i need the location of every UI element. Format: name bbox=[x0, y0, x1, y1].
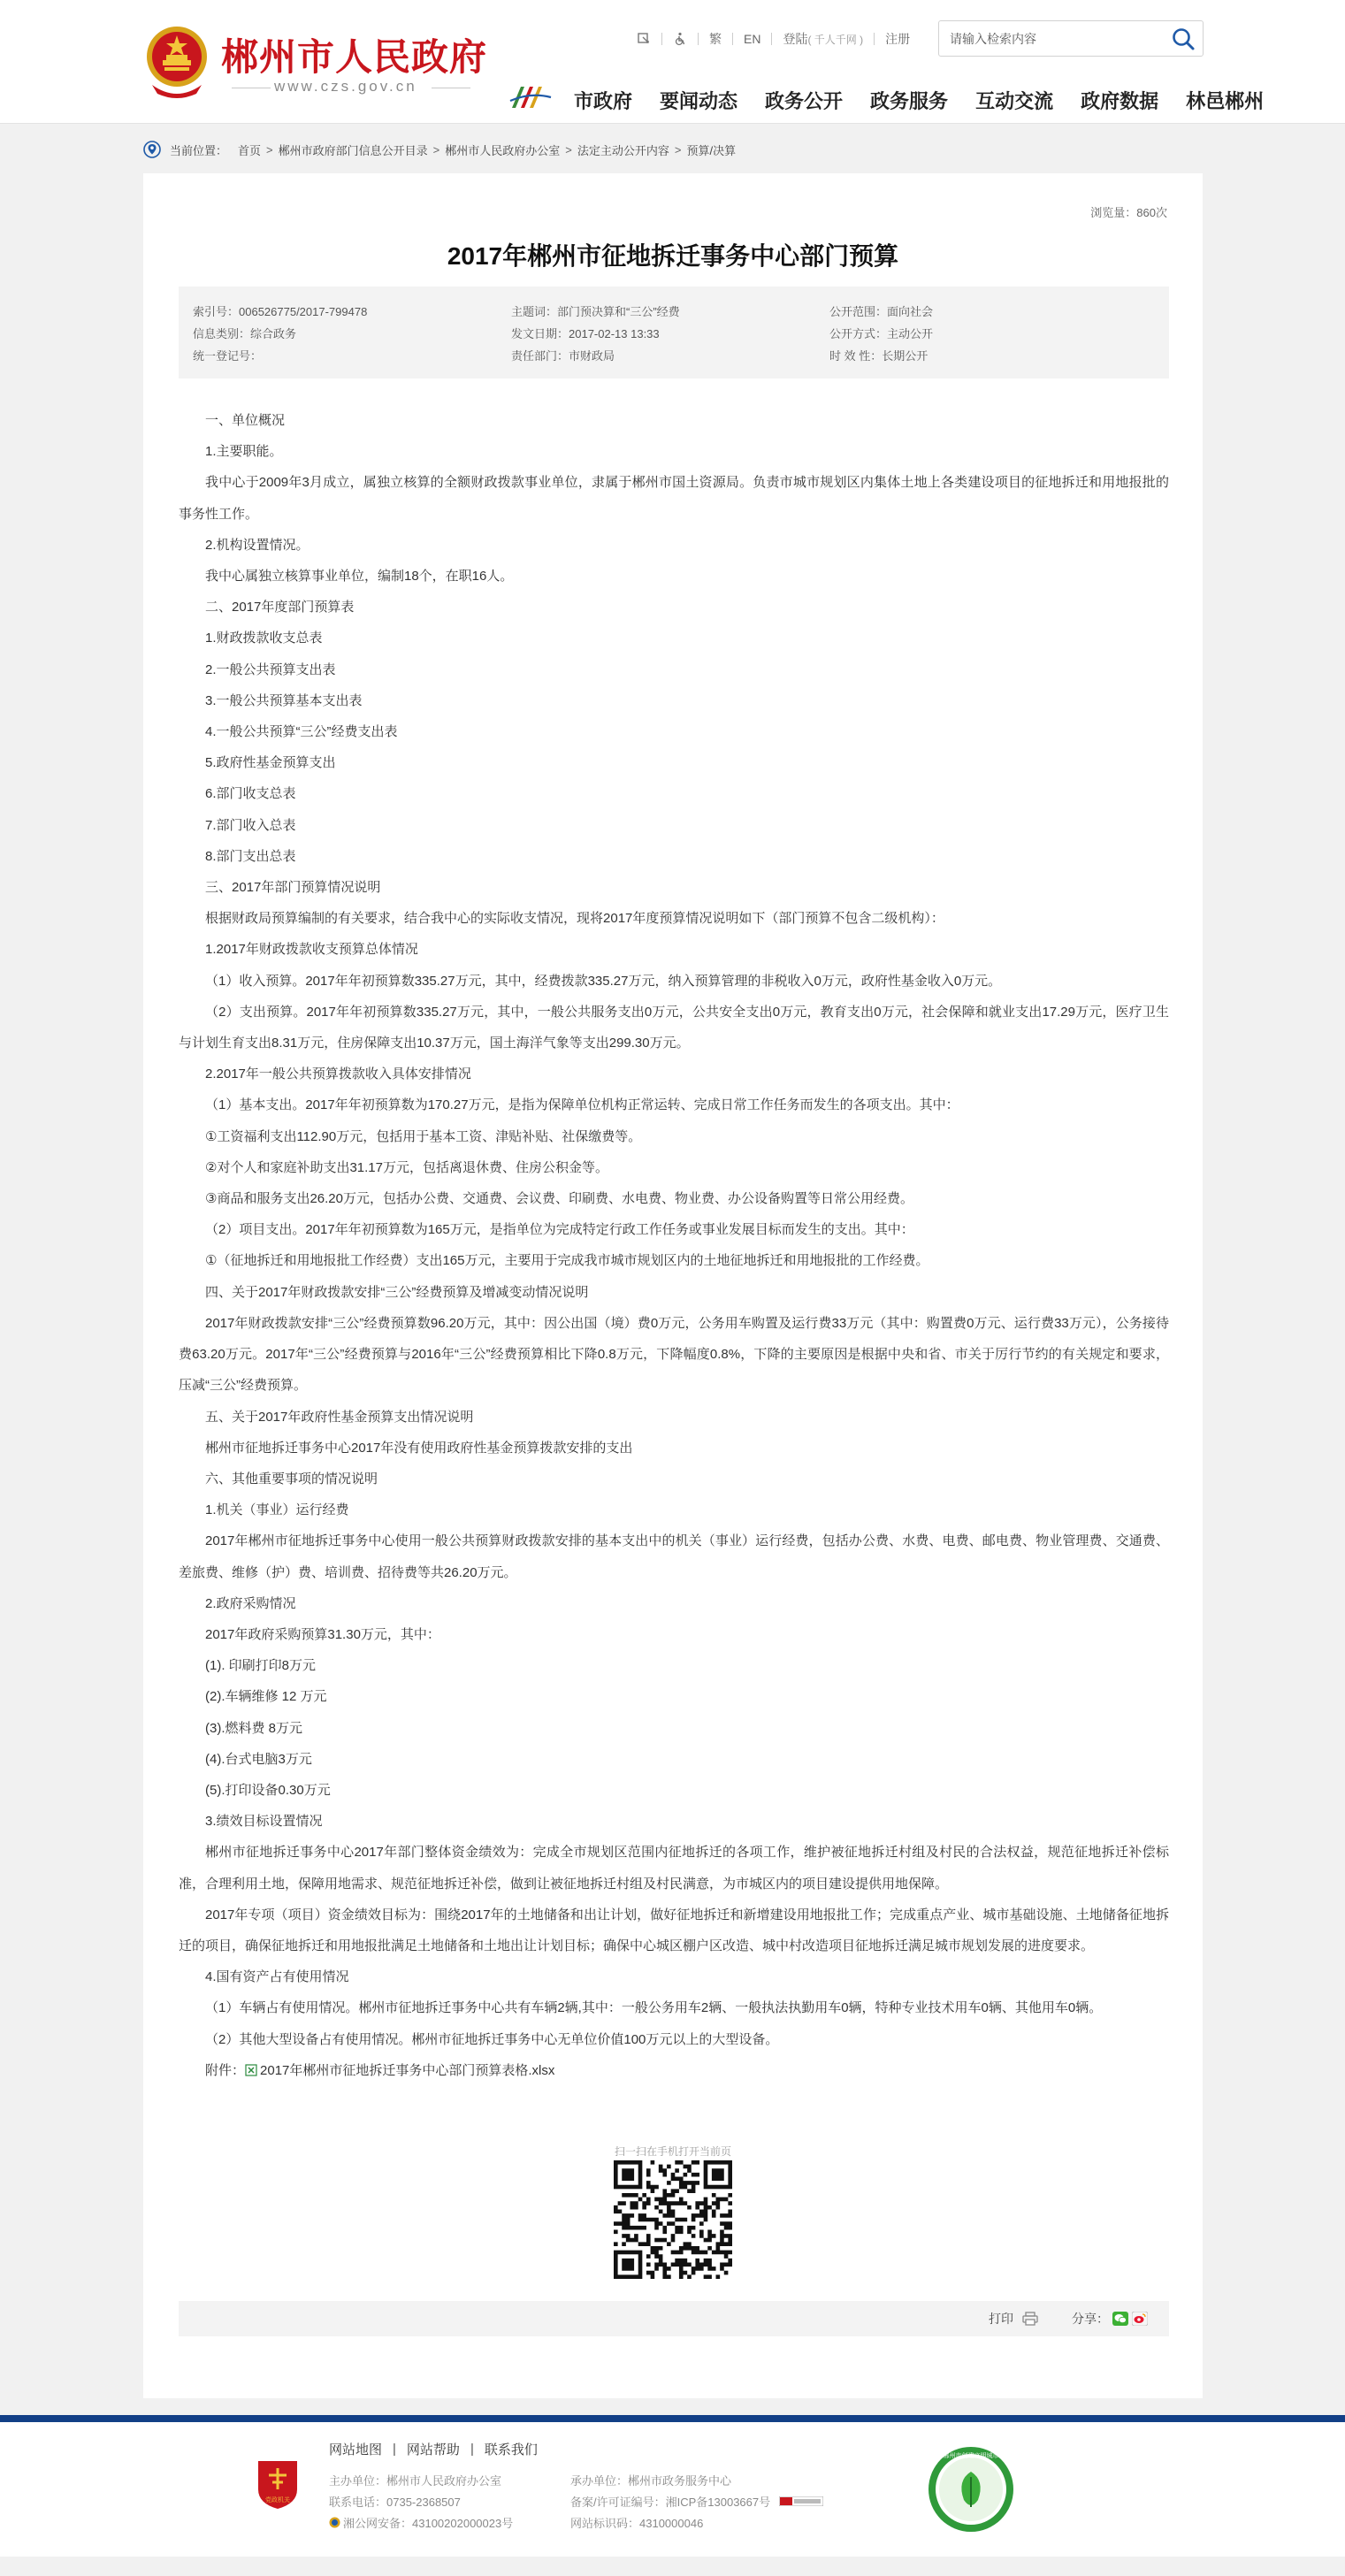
article-paragraph: 2017年专项（项目）资金绩效目标为：围绕2017年的土地储备和出让计划，做好征地拆迁和新增建设用地报批工作；完成重点产业、城市基础设施、土地储备征地拆迁的项目，确保征地拆迁和用地报批满足土地储备和土地出让计划目标；确保中心城区棚户区改造、城中村改造项目征地拆迁满足城市规划发展的进度要求。 bbox=[179, 1907, 1169, 1953]
register-link[interactable]: 注册 bbox=[885, 32, 911, 46]
article-paragraph: 4.国有资产占有使用情况 bbox=[205, 1969, 349, 1985]
article-paragraph: 4.一般公共预算“三公”经费支出表 bbox=[205, 724, 398, 740]
police-badge-icon bbox=[329, 2517, 340, 2528]
article-paragraph: 2017年郴州市征地拆迁事务中心使用一般公共预算财政拨款安排的基本支出中的机关（事业）运行经费，包括办公费、水费、电费、邮电费、物业管理费、交通费、差旅费、维修（护）费、培训费、招待费等共26.20万元。 bbox=[179, 1533, 1169, 1580]
footer-link-help[interactable]: 网站帮助 bbox=[406, 2442, 460, 2458]
bottom-strip bbox=[0, 2557, 1345, 2576]
article-paragraph: 7.部门收入总表 bbox=[205, 817, 296, 833]
english-link[interactable]: EN bbox=[744, 32, 761, 46]
attachment-link[interactable]: 2017年郴州市征地拆迁事务中心部门预算表格.xlsx bbox=[260, 2062, 555, 2078]
article-paragraph: 8.部门支出总表 bbox=[205, 848, 296, 864]
breadcrumb-label: 当前位置： bbox=[170, 143, 228, 157]
meta-scope: 公开范围：面向社会 bbox=[829, 305, 934, 318]
weibo-icon[interactable] bbox=[1132, 2312, 1148, 2326]
login-note: ( 千人千网 ) bbox=[807, 33, 864, 46]
nav-item-gov-affairs[interactable]: 政务公开 bbox=[765, 90, 844, 112]
article-paragraph: （2）项目支出。2017年年初预算数为165万元，是指单位为完成特定行政工作任务或事业发展目标而发生的支出。其中： bbox=[205, 1222, 914, 1238]
site-header bbox=[0, 0, 1345, 124]
login-label[interactable]: 登陆 bbox=[783, 32, 808, 46]
article-title: 2017年郴州市征地拆迁事务中心部门预算 bbox=[447, 242, 899, 270]
wheelchair-icon[interactable] bbox=[673, 32, 687, 46]
footer-separator: | bbox=[470, 2442, 474, 2457]
printer-icon[interactable] bbox=[1022, 2312, 1038, 2326]
wechat-icon[interactable] bbox=[1112, 2312, 1128, 2326]
footer-top-line bbox=[0, 2415, 1345, 2422]
breadcrumb-separator: > bbox=[432, 142, 440, 157]
article-paragraph: 2.一般公共预算支出表 bbox=[205, 661, 336, 677]
location-pin-icon bbox=[143, 141, 161, 158]
article-paragraph: (2).车辆维修 12 万元 bbox=[205, 1689, 327, 1705]
badge-text: 郴州市创建文明城市 bbox=[943, 2452, 999, 2459]
nav-item-data[interactable]: 政府数据 bbox=[1081, 90, 1159, 112]
article-paragraph: （1）车辆占有使用情况。郴州市征地拆迁事务中心共有车辆2辆,其中：一般公务用车2辆、一般执法执勤用车0辆，特种专业技术用车0辆、其他用车0辆。 bbox=[205, 2000, 1103, 2016]
breadcrumb-item[interactable]: 法定主动公开内容 bbox=[577, 143, 669, 157]
article-paragraph: 6.部门收支总表 bbox=[205, 786, 296, 802]
icp-text[interactable]: 备案/许可证编号：湘ICP备13003667号 bbox=[570, 2496, 771, 2509]
article-paragraph: 1.机关（事业）运行经费 bbox=[205, 1502, 349, 1518]
meta-unified-code: 统一登记号： bbox=[193, 349, 263, 363]
qr-label: 扫一扫在手机打开当前页 bbox=[614, 2145, 731, 2158]
login-link[interactable] bbox=[783, 30, 863, 48]
article-paragraph: （1）基本支出。2017年年初预算数为170.27万元，是指为保障单位机构正常运转、完成日常工作任务而发生的各项支出。其中： bbox=[205, 1097, 959, 1113]
article-paragraph: ③商品和服务支出26.20万元，包括办公费、交通费、会议费、印刷费、水电费、物业费、办公设备购置等日常公用经费。 bbox=[205, 1191, 913, 1207]
nav-item-government[interactable]: 市政府 bbox=[574, 90, 633, 112]
party-gov-emblem-icon[interactable] bbox=[255, 2458, 301, 2511]
article-content bbox=[179, 405, 1169, 2086]
meta-index-no: 索引号：006526775/2017-799478 bbox=[193, 305, 368, 318]
footer-link-contact[interactable]: 联系我们 bbox=[484, 2442, 538, 2458]
nav-item-linyi[interactable]: 林邑郴州 bbox=[1186, 90, 1265, 112]
footer-operator: 承办单位：郴州市政务服务中心 bbox=[570, 2474, 732, 2488]
article-paragraph: （2）其他大型设备占有使用情况。郴州市征地拆迁事务中心无单位价值100万元以上的大型设备。 bbox=[205, 2031, 779, 2047]
article-paragraph: (4).台式电脑3万元 bbox=[205, 1751, 312, 1767]
article-paragraph: 2.机构设置情况。 bbox=[205, 537, 310, 553]
meta-category: 信息类别：综合政务 bbox=[193, 327, 297, 340]
article-paragraph: ①工资福利支出112.90万元，包括用于基本工资、津贴补贴、社保缴费等。 bbox=[205, 1128, 642, 1144]
footer-police-record[interactable] bbox=[329, 2514, 513, 2531]
article-paragraph: 1.财政拨款收支总表 bbox=[205, 631, 323, 646]
main-nav bbox=[574, 87, 1264, 111]
cnzz-stat-icon[interactable] bbox=[779, 2496, 823, 2506]
breadcrumb-item[interactable]: 首页 bbox=[238, 143, 262, 157]
footer-phone: 联系电话：0735-2368507 bbox=[329, 2496, 461, 2509]
police-record-text[interactable]: 湘公网安备：43100202000023号 bbox=[343, 2517, 514, 2530]
article-paragraph: (5).打印设备0.30万元 bbox=[205, 1782, 331, 1798]
article-paragraph: 郴州市征地拆迁事务中心2017年没有使用政府性基金预算拨款安排的支出 bbox=[205, 1440, 633, 1456]
breadcrumb-item[interactable]: 郴州市人民政府办公室 bbox=[445, 143, 561, 157]
site-title[interactable]: 郴州市人民政府 bbox=[221, 35, 488, 79]
search-icon[interactable] bbox=[1171, 27, 1196, 51]
divider bbox=[698, 33, 699, 45]
print-label[interactable]: 打印 bbox=[989, 2312, 1013, 2326]
footer-host: 主办单位：郴州市人民政府办公室 bbox=[329, 2474, 502, 2488]
divider bbox=[661, 33, 662, 45]
article-paragraph: 2.2017年一般公共预算拨款收入具体安排情况 bbox=[205, 1066, 471, 1082]
article-meta bbox=[179, 287, 1169, 378]
attachment-row bbox=[179, 2055, 1169, 2086]
meta-dept: 责任部门：市财政局 bbox=[511, 349, 615, 363]
breadcrumb-item[interactable]: 预算/决算 bbox=[686, 143, 737, 157]
article-paragraph: 2017年财政拨款安排“三公”经费预算数96.20万元，其中：因公出国（境）费0万元，公务用车购置及运行费33万元（其中：购置费0万元、运行费33万元），公务接待费63.20万元。2017年“三公”经费预算与2016年“三公”经费预算相比下降0.8万元，下降幅度0.8%，下降的主要原因是根据中央和省、市关于厉行节约的有关规定和要求，压减“三公”经费预算。 bbox=[179, 1315, 1169, 1394]
article-paragraph: 六、其他重要事项的情况说明 bbox=[205, 1471, 378, 1487]
qr-code-icon bbox=[614, 2160, 732, 2279]
breadcrumb-item[interactable]: 郴州市政府部门信息公开目录 bbox=[278, 143, 428, 157]
article-paragraph: 3.绩效目标设置情况 bbox=[205, 1814, 323, 1830]
share-bar bbox=[179, 2301, 1169, 2336]
civilized-city-badge-icon[interactable] bbox=[927, 2445, 1015, 2534]
article-paragraph: 我中心于2009年3月成立，属独立核算的全额财政拨款事业单位，隶属于郴州市国土资源局。负责市城市规划区内集体土地上各类建设项目的征地拆迁和用地报批的事务性工作。 bbox=[179, 475, 1169, 522]
emblem-text: 党政机关 bbox=[265, 2496, 290, 2503]
article-paragraph: (1). 印刷打印8万元 bbox=[205, 1658, 317, 1674]
article-paragraph: 三、2017年部门预算情况说明 bbox=[205, 880, 381, 896]
breadcrumb-separator: > bbox=[565, 142, 572, 157]
article-paragraph: 1.主要职能。 bbox=[205, 444, 283, 460]
article-paragraph: 一、单位概况 bbox=[205, 413, 286, 428]
excel-file-icon[interactable] bbox=[245, 2064, 257, 2076]
footer-icp[interactable] bbox=[570, 2493, 823, 2510]
breadcrumb-separator: > bbox=[266, 142, 273, 157]
article-paragraph: 五、关于2017年政府性基金预算支出情况说明 bbox=[205, 1409, 474, 1425]
footer-link-sitemap[interactable]: 网站地图 bbox=[329, 2442, 383, 2458]
article-paragraph: 二、2017年度部门预算表 bbox=[205, 600, 355, 615]
article-paragraph: 根据财政局预算编制的有关要求，结合我中心的实际收支情况，现将2017年度预算情况说明如下（部门预算不包含二级机构）： bbox=[205, 911, 944, 927]
nav-item-services[interactable]: 政务服务 bbox=[870, 90, 949, 112]
meta-subject: 主题词：部门预决算和“三公”经费 bbox=[511, 305, 680, 318]
footer-separator: | bbox=[393, 2442, 396, 2457]
article-paragraph: 四、关于2017年财政拨款安排“三公”经费预算及增减变动情况说明 bbox=[205, 1284, 589, 1300]
footer-links bbox=[329, 2440, 538, 2458]
site-footer bbox=[0, 2422, 1345, 2557]
share-group bbox=[1072, 2301, 1148, 2336]
article-card bbox=[143, 173, 1203, 2398]
article-paragraph: 1.2017年财政拨款收支预算总体情况 bbox=[205, 942, 418, 958]
article-paragraph: 郴州市征地拆迁事务中心2017年部门整体资金绩效为：完成全市规划区范围内征地拆迁的各项工作，维护被征地拆迁村组及村民的合法权益，规范征地拆迁补偿标准，合理利用土地，保障用地需求、规范征地拆迁补偿，做到让被征地拆迁村组及村民满意，为市城区内的项目建设提供用地保障。 bbox=[179, 1845, 1169, 1892]
top-links bbox=[637, 30, 910, 48]
article-paragraph: （2）支出预算。2017年年初预算数335.27万元，其中，一般公共服务支出0万元，公共安全支出0万元，教育支出0万元，社会保障和就业支出17.29万元，医疗卫生与计划生育支出8.31万元，住房保障支出10.37万元，国土海洋气象等支出299.30万元。 bbox=[179, 1004, 1169, 1051]
nav-item-interaction[interactable]: 互动交流 bbox=[975, 90, 1054, 112]
article-paragraph: 2.政府采购情况 bbox=[205, 1595, 296, 1611]
accessibility-icon[interactable] bbox=[637, 32, 651, 46]
search-input[interactable] bbox=[950, 28, 1153, 50]
divider bbox=[732, 33, 733, 45]
article-paragraph: 3.一般公共预算基本支出表 bbox=[205, 692, 363, 708]
article-paragraph: 5.政府性基金预算支出 bbox=[205, 755, 336, 771]
article-paragraph: （1）收入预算。2017年年初预算数335.27万元，其中，经费拨款335.27万元，纳入预算管理的非税收入0万元，政府性基金收入0万元。 bbox=[205, 973, 1002, 989]
meta-method: 公开方式：主动公开 bbox=[829, 327, 934, 340]
nav-decoration-icon bbox=[508, 81, 553, 113]
footer-site-code: 网站标识码：4310000046 bbox=[570, 2517, 704, 2530]
meta-date: 发文日期：2017-02-13 13:33 bbox=[511, 327, 660, 340]
breadcrumb-separator: > bbox=[674, 142, 682, 157]
article-paragraph: 我中心属独立核算事业单位，编制18个，在职16人。 bbox=[205, 569, 514, 585]
view-count: 浏览量：860次 bbox=[1090, 206, 1167, 219]
site-domain: www.czs.gov.cn bbox=[274, 78, 417, 95]
breadcrumb bbox=[143, 140, 736, 159]
article-paragraph: 2017年政府采购预算31.30万元，其中： bbox=[205, 1626, 440, 1642]
traditional-chinese-link[interactable]: 繁 bbox=[709, 32, 722, 46]
national-emblem-icon[interactable] bbox=[143, 21, 210, 99]
divider bbox=[771, 33, 772, 45]
article-paragraph: ②对个人和家庭补助支出31.17万元，包括离退休费、住房公积金等。 bbox=[205, 1159, 608, 1175]
divider bbox=[874, 33, 875, 45]
article-paragraph: ①（征地拆迁和用地报批工作经费）支出165万元，主要用于完成我市城市规划区内的土地征地拆迁和用地报批的工作经费。 bbox=[205, 1253, 929, 1269]
meta-validity: 时 效 性：长期公开 bbox=[829, 349, 929, 363]
share-label: 分享： bbox=[1072, 2312, 1109, 2326]
article-paragraph: (3).燃料费 8万元 bbox=[205, 1720, 303, 1736]
attachment-label: 附件： bbox=[205, 2062, 246, 2078]
search-box bbox=[938, 20, 1204, 57]
nav-item-news[interactable]: 要闻动态 bbox=[660, 90, 738, 112]
print-button[interactable] bbox=[989, 2301, 1038, 2336]
